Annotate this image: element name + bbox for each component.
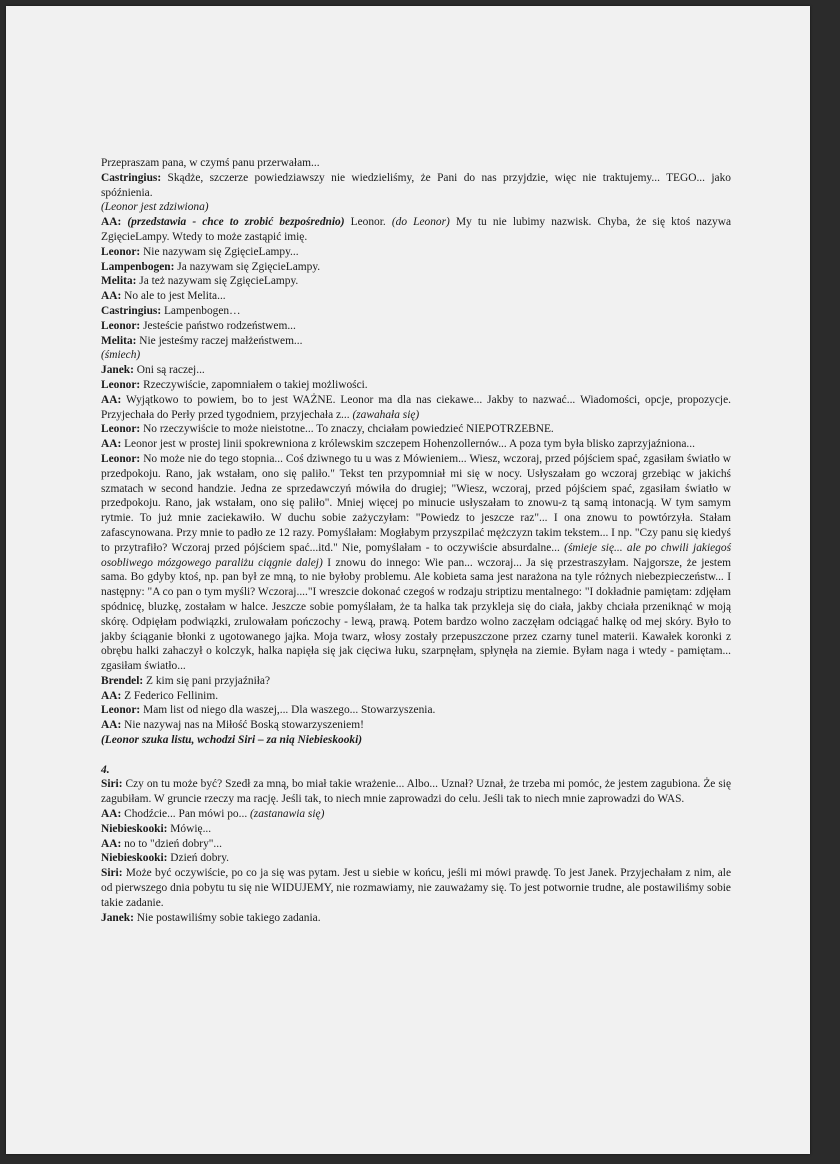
speaker: Niebieskooki: [101, 852, 168, 865]
line-text: AA: Wyjątkowo to powiem, bo to jest WAŻNE. Leonor ma dla nas ciekawe... Jakby to nazwać... Wiadomości, opcje, propozycje. Przyjechała do Perły przed tygodniem, przyjechała z... [101, 393, 731, 421]
speaker: AA: [101, 808, 122, 821]
line-text: Leonor: Mam list od niego dla waszej,... Dla waszego... Stowarzyszenia. [101, 704, 436, 717]
speaker: AA: [101, 438, 122, 451]
line-text: AA: Chodźcie... Pan mówi po... [101, 808, 251, 821]
line-text: Niebieskooki: Dzień dobry. [101, 852, 230, 865]
stage-direction: (przedstawia - chce to zrobić bezpośrednio) [127, 216, 345, 229]
line [101, 718, 731, 733]
line [101, 422, 731, 437]
speaker: Leonor: [101, 245, 141, 258]
line [101, 452, 731, 674]
speaker: AA: [101, 837, 122, 850]
line-text: (Leonor jest zdziwiona) [101, 201, 209, 214]
line [101, 689, 731, 704]
line-text: Leonor: Rzeczywiście, zapomniałem o takiej możliwości. [101, 378, 368, 391]
line-text: Janek: Oni są raczej... [101, 364, 205, 377]
line [101, 274, 731, 289]
line-text: Przepraszam pana, w czymś panu przerwałam... [101, 157, 320, 169]
script-text [101, 156, 731, 925]
speaker: Leonor: [101, 452, 141, 465]
stage-direction [101, 733, 731, 748]
speaker: Melita: [101, 275, 137, 288]
line-text: My tu nie lubimy nazwisk. Chyba, że się ktoś nazywa ZgięcieLampy. Wtedy to może zastąpić imię. [101, 216, 732, 243]
line-text: Leonor: Nie nazywam się ZgięcieLampy... [101, 245, 299, 258]
line-text: Leonor: No może nie do tego stopnia... Coś dziwnego tu u was z Mówieniem... Wiesz, wczoraj, przed pójściem spać, zgasiłam światło w przedpokoju. Rano, jak wstałam, ono się paliło." Tekst ten przypomniał mi się w nocy. Usłyszałam go wczoraj grzebiąc w jakichś szmatach w second handzie. Jedna ze sprzedawczyń mówiła do drugiej; "Wiesz, wczoraj, przed pójściem spać, zgasiłam światło w przedpokoju. Rano, jak wstałam, ono się paliło". Mniej więcej po minucie usłyszałam to znowu-z tą samą intonacją. W tym samym rytmie. To już mnie zaciekawiło. W duchu sobie zażyczyłam: "Powiedz to jeszcze raz"... I ona znowu to powtórzyła. Stałam zafascynowana. Przy mnie to padło ze 12 razy. Pomyślałam: Mogłabym przyszpilać mężczyzn takim tekstem... I np. "Czy panu się kiedyś to przytrafiło? Wczoraj przed pójściem spać...itd." Nie, pomyślałam - to oczywiście absurdalne... [101, 452, 731, 554]
blank-line [101, 748, 731, 763]
speaker: Castringius: [101, 304, 162, 317]
document-page [6, 6, 810, 1154]
line-text: Siri: Czy on tu może być? Szedł za mną, bo miał takie wrażenie... Albo... Uznał? Uznał, że trzeba mi pomóc, że jestem zagubiona. Że się zagubiłam. W gruncie rzeczy ma rację. Jeśli tak, to niech mnie zaprowadzi do celu. Jeśli tak to niech mnie zaprowadzi do WAS. [101, 778, 731, 806]
line-text: Leonor: Jesteście państwo rodzeństwem... [101, 319, 296, 332]
speaker: Leonor: [101, 423, 141, 436]
line [101, 171, 731, 201]
line-text [101, 216, 127, 228]
speaker: Siri: [101, 867, 123, 880]
stage-direction [101, 200, 731, 215]
line-text: Siri: Może być oczywiście, po co ja się was pytam. Jest u siebie w końcu, jeśli mi mówi prawdę. To jest Janek. Przyjechałam z nim, ale od pierwszego dnia pobytu tu się nie WIDUJEMY, nie rozmawiamy, nie zauważamy się. To jest potwornie trudne, ale postawiliśmy sobie takie zadanie. [101, 867, 731, 909]
line [101, 777, 731, 807]
stage-direction: (zawahała się) [352, 408, 420, 421]
line-text: 4. [101, 763, 110, 776]
line [101, 245, 731, 260]
line [101, 911, 731, 926]
speaker: Leonor: [101, 319, 141, 332]
line-text: (śmiech) [101, 349, 141, 362]
speaker: AA: [101, 393, 122, 406]
scene-number [101, 763, 731, 778]
line [101, 807, 731, 822]
line [101, 378, 731, 393]
stage-direction: (zastanawia się) [250, 808, 325, 821]
line [101, 837, 731, 852]
line-text: Castringius: Lampenbogen… [101, 304, 241, 317]
speaker: AA: [101, 290, 122, 303]
line [101, 866, 731, 910]
line [101, 822, 731, 837]
line-text: Janek: Nie postawiliśmy sobie takiego zadania. [101, 911, 321, 924]
line-text: AA: Nie nazywaj nas na Miłość Boską stowarzyszeniem! [101, 719, 364, 732]
line-text: Brendel: Z kim się pani przyjaźniła? [101, 674, 271, 687]
line-text: Skądże, szczerze powiedziawszy nie wiedzieliśmy, że Pani do nas przyjdzie, więc nie traktujemy... TEGO... jako spóźnienia. [101, 171, 731, 199]
speaker: Siri: [101, 778, 123, 791]
speaker: AA: [101, 216, 122, 229]
speaker: Niebieskooki: [101, 822, 168, 835]
speaker: Brendel: [101, 674, 144, 687]
speaker: Leonor: [101, 378, 141, 391]
line-text: Melita: Nie jesteśmy raczej małżeństwem... [101, 334, 303, 347]
line-text: I znowu do innego: Wie pan... wczoraj... Ja się przestraszyłam. Najgorsze, że jestem sama. Bo gdyby ktoś, np. pan był ze mną, to nie byłoby problemu. Ale kobieta sama jest narażona na tyle różnych niebezpieczeństw... I następny: "A co pan o tym myśli? Wczoraj...."I wreszcie dokonać czegoś w rodzaju striptizu mentalnego: "I dokładnie pamiętam: zdjęłam spódnicę, bluzkę, zostałam w halce. Jeszcze sobie pomyślałam, że ta halka tak przykleja się do ciała, jakby chciała przeniknąć w moją skórę. Odpięłam podwiązki, zrulowałam pończochy - lewą, prawą. Potem bardzo wolno zaczęłam odciągać halkę od mej skóry. Było to jakby ściąganie błonki z ugotowanego jajka. Moja twarz, włosy zostały przepuszczone przez czarny tunel materii. Kawałek koronki z obrębu halki zahaczył o kolczyk, halka napięła się jak cięciwa łuku, szarpnęłam, spłynęła na ziemie. Byłam naga i wtedy - pamiętam... zgasiłam światło... [101, 556, 731, 673]
line [101, 363, 731, 378]
line-text: AA: Leonor jest w prostej linii spokrewniona z królewskim szczepem Hohenzollernów... A poza tym była blisko zaprzyjaźniona... [101, 438, 695, 451]
line [101, 393, 731, 423]
stage-direction: (śmieje się... ale po chwili jakiegoś osobliwego mózgowego paraliżu ciągnie dalej) [101, 541, 732, 569]
line-text: Leonor. [344, 216, 392, 229]
line-text: Lampenbogen: Ja nazywam się ZgięcieLampy. [101, 260, 321, 273]
line-text: Niebieskooki: Mówię... [101, 822, 212, 835]
line-text: AA: no to "dzień dobry"... [101, 837, 222, 850]
line [101, 215, 731, 245]
speaker: Leonor: [101, 704, 141, 717]
speaker: Melita: [101, 334, 137, 347]
line [101, 260, 731, 275]
speaker: Castringius: [101, 171, 162, 184]
line-text: (Leonor szuka listu, wchodzi Siri – za nią Niebieskooki) [101, 734, 363, 747]
line [101, 156, 731, 171]
speaker: Janek: [101, 911, 134, 924]
line [101, 334, 731, 349]
line [101, 304, 731, 319]
line-text: AA: Z Federico Fellinim. [101, 689, 219, 702]
speaker: Janek: [101, 364, 134, 377]
line-text: AA: No ale to jest Melita... [101, 290, 226, 303]
speaker: AA: [101, 689, 122, 702]
line [101, 674, 731, 689]
line [101, 851, 731, 866]
line [101, 289, 731, 304]
stage-direction: (do Leonor) [391, 216, 450, 229]
line [101, 319, 731, 334]
line-text: Leonor: No rzeczywiście to może nieistotne... To znaczy, chciałam powiedzieć NIEPOTRZEBNE. [101, 423, 554, 436]
speaker: Lampenbogen: [101, 260, 175, 273]
line-text: Melita: Ja też nazywam się ZgięcieLampy. [101, 275, 299, 288]
speaker: AA: [101, 719, 122, 732]
line [101, 437, 731, 452]
line [101, 703, 731, 718]
stage-direction [101, 348, 731, 363]
